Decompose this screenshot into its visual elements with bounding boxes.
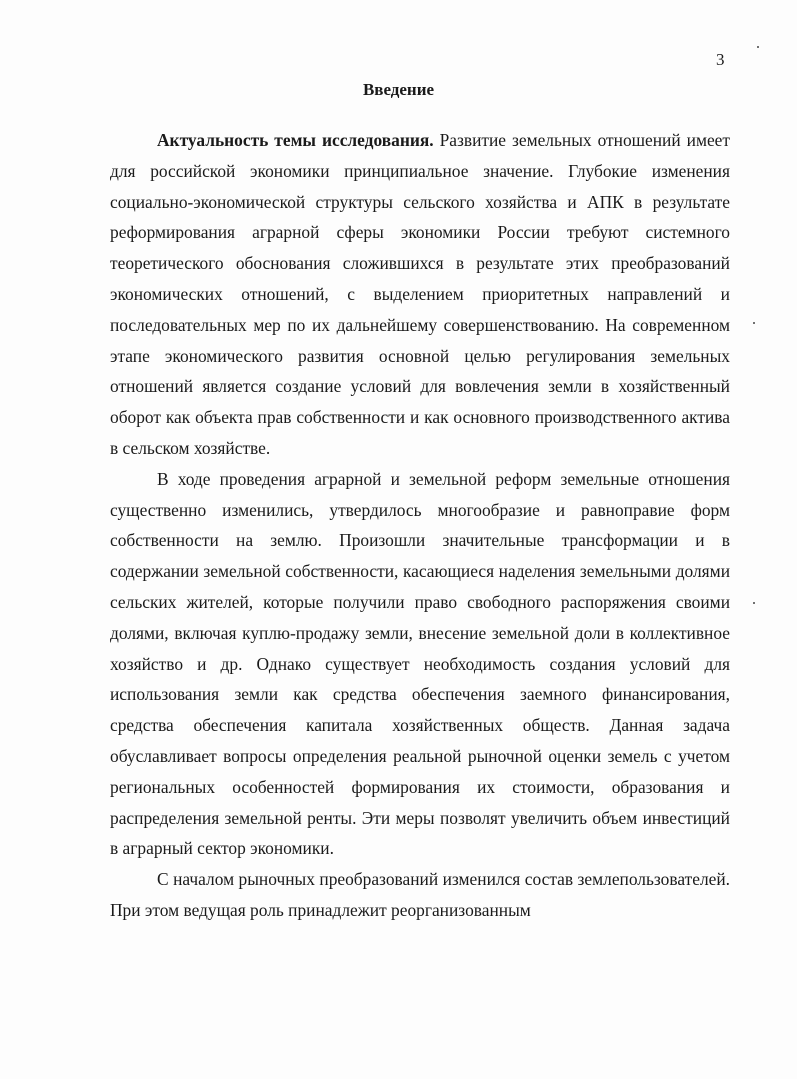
scan-speck (753, 322, 755, 324)
paragraph-text: В ходе проведения аграрной и земельной реформ земельные отношения существенно изменились, утвердилось многообразие и равноправие форм собственности на землю. Произошли значительные трансформации и в содержании земельной собственности, касающиеся наделения земельными долями сельских жителей, которые получили право свободного распоряжения своими долями, включая куплю-продажу земли, внесение земельной доли в коллективное хозяйство и др. Однако существует необходимость создания условий для использования земли как средства обеспечения заемного финансирования, средства обеспечения капитала хозяйственных обществ. Данная задача обуславливает вопросы определения реальной рыночной оценки земель с учетом региональных особенностей формирования их стоимости, образования и распределения земельной ренты. Эти меры позволят увеличить объем инвестиций в аграрный сектор экономики. (110, 468, 730, 859)
paragraph-relevance (110, 125, 730, 464)
paragraph-text: С началом рыночных преобразований изменился состав землепользователей. При этом ведущая роль принадлежит реорганизованным (110, 869, 730, 920)
page-number: 3 (716, 50, 725, 69)
paragraph-land-users (110, 864, 730, 926)
paragraph-lead: Актуальность темы исследования. (157, 130, 434, 150)
paragraph-text: Развитие земельных отношений имеет для российской экономики принципиальное значение. Глубокие изменения социально-экономической структуры сельского хозяйства и АПК в результате реформирования аграрной сферы экономики России требуют системного теоретического обоснования сложившихся в результате этих преобразований экономических отношений, с выделением приоритетных направлений и последовательных мер по их дальнейшему совершенствованию. На современном этапе экономического развития основной целью регулирования земельных отношений является создание условий для вовлечения земли в хозяйственный оборот как объекта прав собственности и как основного производственного актива в сельском хозяйстве. (110, 130, 730, 458)
paragraph-reform (110, 464, 730, 864)
body-text (110, 125, 730, 926)
scan-speck (757, 46, 759, 48)
scan-speck (753, 602, 755, 604)
section-heading: Введение (362, 80, 435, 99)
